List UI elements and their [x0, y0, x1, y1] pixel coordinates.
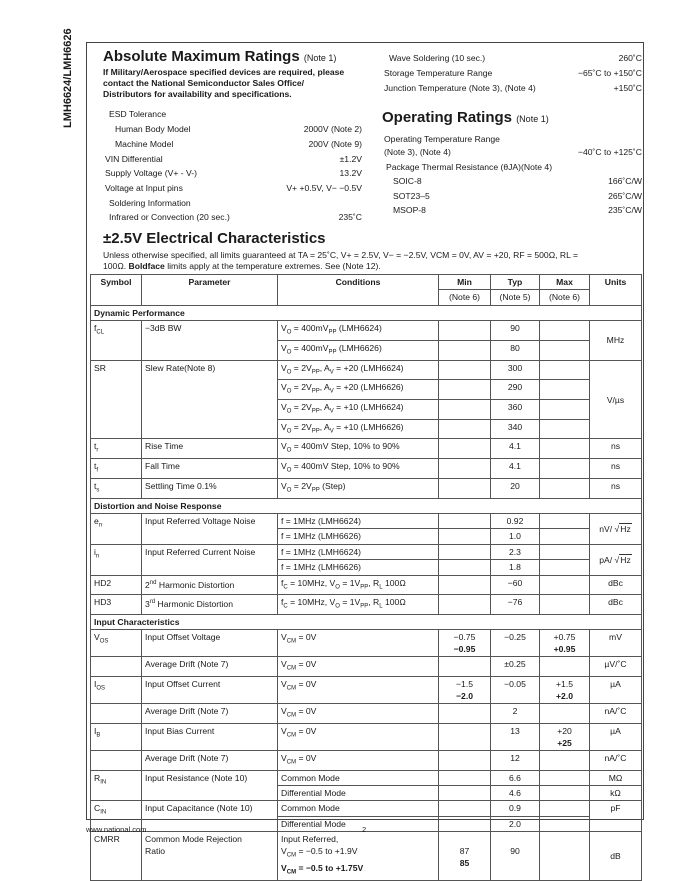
table-row [91, 630, 642, 657]
cell: Rise Time [142, 439, 278, 459]
cell: $f_C = 10MHz$, $V_O = 1V_{PP}$, $R_L$ 100Ω [278, 575, 439, 595]
cell: 90 [491, 832, 540, 880]
cell: ns [590, 459, 642, 479]
cell: $t_f$ [91, 459, 142, 479]
table-row [91, 770, 642, 785]
cell [540, 360, 590, 380]
wave-value: 260˚C [618, 53, 642, 63]
pkg-soic-value: 166˚C/W [608, 176, 642, 186]
col-header: Symbol [91, 275, 142, 306]
col-subheader: (Note 6) [439, 290, 491, 305]
cell [540, 595, 590, 615]
cell: $V_O = 2V_{PP}$, $A_V = +10$ (LMH6624) [278, 400, 439, 420]
cell [540, 750, 590, 770]
table-row [91, 704, 642, 724]
hbm-value: 2000V (Note 2) [303, 124, 362, 134]
cell: kΩ [590, 785, 642, 800]
table-row [91, 514, 642, 529]
cell: Input Referred Current Noise [142, 544, 278, 575]
table-row [91, 544, 642, 559]
section-header: Dynamic Performance [91, 305, 642, 320]
cell: nV/ √Hz [590, 514, 642, 545]
cell: Input Referred Voltage Noise [142, 514, 278, 545]
cell: 1.8 [491, 560, 540, 575]
cell: µA [590, 723, 642, 750]
hbm-label: Human Body Model [115, 124, 191, 134]
cell [439, 816, 491, 831]
cell: −0.25 [491, 630, 540, 657]
cell: 87 85 [439, 832, 491, 880]
col-header: Min [439, 275, 491, 290]
cell: ±0.25 [491, 657, 540, 677]
wave-label: Wave Soldering (10 sec.) [389, 53, 486, 63]
pkg-sot-label: SOT23–5 [393, 191, 430, 201]
cell [439, 575, 491, 595]
cell [439, 360, 491, 380]
cell: $C_{IN}$ [91, 801, 142, 832]
cell: f = 1MHz (LMH6624) [278, 544, 439, 559]
cell: Common Mode [278, 770, 439, 785]
cell [439, 704, 491, 724]
cell: $V_{CM} = 0V$ [278, 704, 439, 724]
ec-table [90, 274, 642, 881]
cell: 1.0 [491, 529, 540, 544]
military-warning: If Military/Aerospace specified devices are required, please contact the National Semiconductor Sales Office/ Distributors for availability and specifications. [103, 67, 345, 99]
cell [540, 340, 590, 360]
table-row [91, 750, 642, 770]
ec-title: ±2.5V Electrical Characteristics [103, 230, 326, 247]
junction-label: Junction Temperature (Note 3), (Note 4) [384, 83, 536, 93]
cell: $i_n$ [91, 544, 142, 575]
cell: pF [590, 801, 642, 832]
cell: $V_O = 2V_{PP}$, $A_V = +20$ (LMH6626) [278, 380, 439, 400]
cell: $f_{CL}$ [91, 321, 142, 360]
cell: $V_O = 400mV_{PP}$ (LMH6626) [278, 340, 439, 360]
cell: MΩ [590, 770, 642, 785]
abs-max-title-text: Absolute Maximum Ratings [103, 48, 300, 65]
ec-desc-line1: Unless otherwise specified, all limits guaranteed at TA = 25˚C, V+ = 2.5V, V− = −2.5V, VCM = 0V, AV = +20, RF = 500Ω, RL = [103, 250, 578, 260]
table-row [91, 321, 642, 341]
storage-value: −65˚C to +150˚C [577, 68, 642, 78]
cell: $V_{CM} = 0V$ [278, 677, 439, 704]
cell: −3dB BW [142, 321, 278, 360]
cell: pA/ √Hz [590, 544, 642, 575]
cell: 300 [491, 360, 540, 380]
vin-diff-label: VIN Differential [105, 154, 163, 164]
cell [439, 595, 491, 615]
cell: Differential Mode [278, 816, 439, 831]
supply-label: Supply Voltage (V+ - V-) [105, 168, 197, 178]
ec-desc-part-c: limits apply at the temperature extremes. See (Note 12). [167, 261, 381, 271]
supply-value: 13.2V [339, 168, 362, 178]
op-title-text: Operating Ratings [382, 109, 513, 126]
cell [540, 704, 590, 724]
cell: f = 1MHz (LMH6624) [278, 514, 439, 529]
cell: −76 [491, 595, 540, 615]
thermal-label: Package Thermal Resistance (θJA)(Note 4) [386, 162, 553, 172]
cell: Input Resistance (Note 10) [142, 770, 278, 801]
cell [91, 657, 142, 677]
cell: $V_{CM} = 0V$ [278, 723, 439, 750]
page-number: 2 [362, 825, 367, 834]
cell: Common Mode [278, 801, 439, 816]
vin-pins-value: V+ +0.5V, V− −0.5V [286, 183, 362, 193]
cell: $V_{OS}$ [91, 630, 142, 657]
table-row [91, 832, 642, 880]
cell [439, 544, 491, 559]
cell: 2nd Harmonic Distortion [142, 575, 278, 595]
cell: $V_{CM} = 0V$ [278, 657, 439, 677]
cell [439, 380, 491, 400]
cell: $V_O = 400mV$ Step, 10% to 90% [278, 439, 439, 459]
cell [91, 750, 142, 770]
cell: 340 [491, 419, 540, 439]
ec-desc-boldface: Boldface [128, 261, 165, 271]
pkg-soic-label: SOIC-8 [393, 176, 422, 186]
storage-label: Storage Temperature Range [384, 68, 493, 78]
cell [439, 419, 491, 439]
vin-diff-value: ±1.2V [339, 154, 362, 164]
table-row [91, 459, 642, 479]
cell: 80 [491, 340, 540, 360]
cell [540, 459, 590, 479]
cell: $V_O = 2V_{PP}$, $A_V = +10$ (LMH6626) [278, 419, 439, 439]
cell [540, 439, 590, 459]
footer-url: www.national.com [86, 825, 147, 834]
ec-desc-part-a: 100Ω. [103, 261, 127, 271]
table-row [91, 360, 642, 380]
cell [439, 657, 491, 677]
abs-max-title [103, 48, 336, 65]
cell: $t_r$ [91, 439, 142, 459]
cell [439, 478, 491, 498]
cell: $V_O = 400mV$ Step, 10% to 90% [278, 459, 439, 479]
table-row [91, 677, 642, 704]
cell [540, 801, 590, 816]
cell: CMRR [91, 832, 142, 880]
cell: $V_{CM} = 0V$ [278, 750, 439, 770]
cell: HD3 [91, 595, 142, 615]
cell: dB [590, 832, 642, 880]
cell [540, 321, 590, 341]
cell: 2 [491, 704, 540, 724]
cell: Average Drift (Note 7) [142, 657, 278, 677]
cell: Slew Rate(Note 8) [142, 360, 278, 439]
cell [540, 785, 590, 800]
cell: 90 [491, 321, 540, 341]
cell [439, 529, 491, 544]
cell: 0.92 [491, 514, 540, 529]
cell [540, 544, 590, 559]
infrared-label: Infrared or Convection (20 sec.) [109, 212, 230, 222]
col-subheader: (Note 5) [491, 290, 540, 305]
cell [439, 514, 491, 529]
op-temp-value: −40˚C to +125˚C [577, 147, 642, 157]
cell: Input Referred, $V_{CM} = -0.5$ to +1.9V $V_{CM} = -0.5$ to +1.75V [278, 832, 439, 880]
mm-value: 200V (Note 9) [308, 139, 362, 149]
cell [540, 380, 590, 400]
cell: Differential Mode [278, 785, 439, 800]
cell: dBc [590, 575, 642, 595]
solder-label: Soldering Information [109, 198, 191, 208]
cell: 290 [491, 380, 540, 400]
cell: $V_{CM} = 0V$ [278, 630, 439, 657]
cell: Input Offset Voltage [142, 630, 278, 657]
cell [439, 439, 491, 459]
op-temp-label1: Operating Temperature Range [384, 134, 500, 144]
cell: +20 +25 [540, 723, 590, 750]
col-header: Units [590, 275, 642, 306]
cell: $V_O = 2V_{PP}$, $A_V = +20$ (LMH6624) [278, 360, 439, 380]
cell: µA [590, 677, 642, 704]
cell: f = 1MHz (LMH6626) [278, 529, 439, 544]
cell [439, 770, 491, 785]
cell: $f_C = 10MHz$, $V_O = 1V_{PP}$, $R_L$ 100Ω [278, 595, 439, 615]
cell: dBc [590, 595, 642, 615]
cell: −60 [491, 575, 540, 595]
cell: 4.1 [491, 459, 540, 479]
col-header: Parameter [142, 275, 278, 306]
vin-pins-label: Voltage at Input pins [105, 183, 183, 193]
op-temp-label2: (Note 3), (Note 4) [384, 147, 451, 157]
cell [439, 750, 491, 770]
cell: Input Bias Current [142, 723, 278, 750]
cell [439, 801, 491, 816]
cell [540, 816, 590, 831]
cell: ns [590, 439, 642, 459]
cell [91, 704, 142, 724]
cell [540, 770, 590, 785]
cell: 20 [491, 478, 540, 498]
cell [540, 529, 590, 544]
cell: $R_{IN}$ [91, 770, 142, 801]
table-row [91, 478, 642, 498]
table-row [91, 439, 642, 459]
junction-value: +150˚C [613, 83, 642, 93]
section-header: Input Characteristics [91, 615, 642, 630]
cell: µV/˚C [590, 657, 642, 677]
cell [540, 419, 590, 439]
pkg-msop-value: 235˚C/W [608, 205, 642, 215]
cell: Input Offset Current [142, 677, 278, 704]
col-header: Max [540, 275, 590, 290]
infrared-value: 235˚C [338, 212, 362, 222]
cell: +0.75 +0.95 [540, 630, 590, 657]
cell: 2.3 [491, 544, 540, 559]
cell [439, 785, 491, 800]
cell [540, 478, 590, 498]
cell: nA/˚C [590, 750, 642, 770]
cell: 4.1 [491, 439, 540, 459]
col-subheader: (Note 6) [540, 290, 590, 305]
cell [439, 340, 491, 360]
pkg-sot-value: 265˚C/W [608, 191, 642, 201]
cell [439, 723, 491, 750]
cell [540, 514, 590, 529]
cell: −1.5 −2.0 [439, 677, 491, 704]
cell: Common Mode Rejection Ratio [142, 832, 278, 880]
cell: Average Drift (Note 7) [142, 704, 278, 724]
cell [439, 321, 491, 341]
mm-label: Machine Model [115, 139, 174, 149]
cell: +1.5 +2.0 [540, 677, 590, 704]
cell: 12 [491, 750, 540, 770]
cell: V/µs [590, 360, 642, 439]
cell: 0.9 [491, 801, 540, 816]
cell: mV [590, 630, 642, 657]
cell: $I_B$ [91, 723, 142, 750]
cell: f = 1MHz (LMH6626) [278, 560, 439, 575]
op-note: (Note 1) [516, 114, 549, 124]
cell: 360 [491, 400, 540, 420]
cell [540, 657, 590, 677]
op-title [382, 109, 549, 126]
esd-label: ESD Tolerance [109, 109, 167, 119]
cell: $t_s$ [91, 478, 142, 498]
cell: Input Capacitance (Note 10) [142, 801, 278, 832]
cell: ns [590, 478, 642, 498]
cell: HD2 [91, 575, 142, 595]
cell: Fall Time [142, 459, 278, 479]
table-row [91, 801, 642, 816]
cell: SR [91, 360, 142, 439]
cell: Average Drift (Note 7) [142, 750, 278, 770]
cell: nA/˚C [590, 704, 642, 724]
cell: Settling Time 0.1% [142, 478, 278, 498]
cell [439, 560, 491, 575]
table-row [91, 657, 642, 677]
col-header: Typ [491, 275, 540, 290]
cell: $e_n$ [91, 514, 142, 545]
cell: 6.6 [491, 770, 540, 785]
table-row [91, 575, 642, 595]
ec-desc-line2 [103, 261, 381, 271]
cell: MHz [590, 321, 642, 360]
cell: −0.75 −0.95 [439, 630, 491, 657]
table-row [91, 595, 642, 615]
cell [540, 560, 590, 575]
cell: 2.0 [491, 816, 540, 831]
cell [439, 400, 491, 420]
pkg-msop-label: MSOP-8 [393, 205, 426, 215]
section-header: Distortion and Noise Response [91, 498, 642, 513]
cell [439, 459, 491, 479]
side-title: LMH6624/LMH6626 [62, 28, 74, 128]
cell: 4.6 [491, 785, 540, 800]
cell [540, 400, 590, 420]
cell: 3rd Harmonic Distortion [142, 595, 278, 615]
cell [540, 832, 590, 880]
table-row [91, 723, 642, 750]
cell: $I_{OS}$ [91, 677, 142, 704]
cell: 13 [491, 723, 540, 750]
col-header: Conditions [278, 275, 439, 306]
cell: $V_O = 2V_{PP}$ (Step) [278, 478, 439, 498]
cell [540, 575, 590, 595]
table-header-row [91, 275, 642, 290]
cell: $V_O = 400mV_{PP}$ (LMH6624) [278, 321, 439, 341]
abs-max-note: (Note 1) [303, 53, 337, 63]
cell: −0.05 [491, 677, 540, 704]
